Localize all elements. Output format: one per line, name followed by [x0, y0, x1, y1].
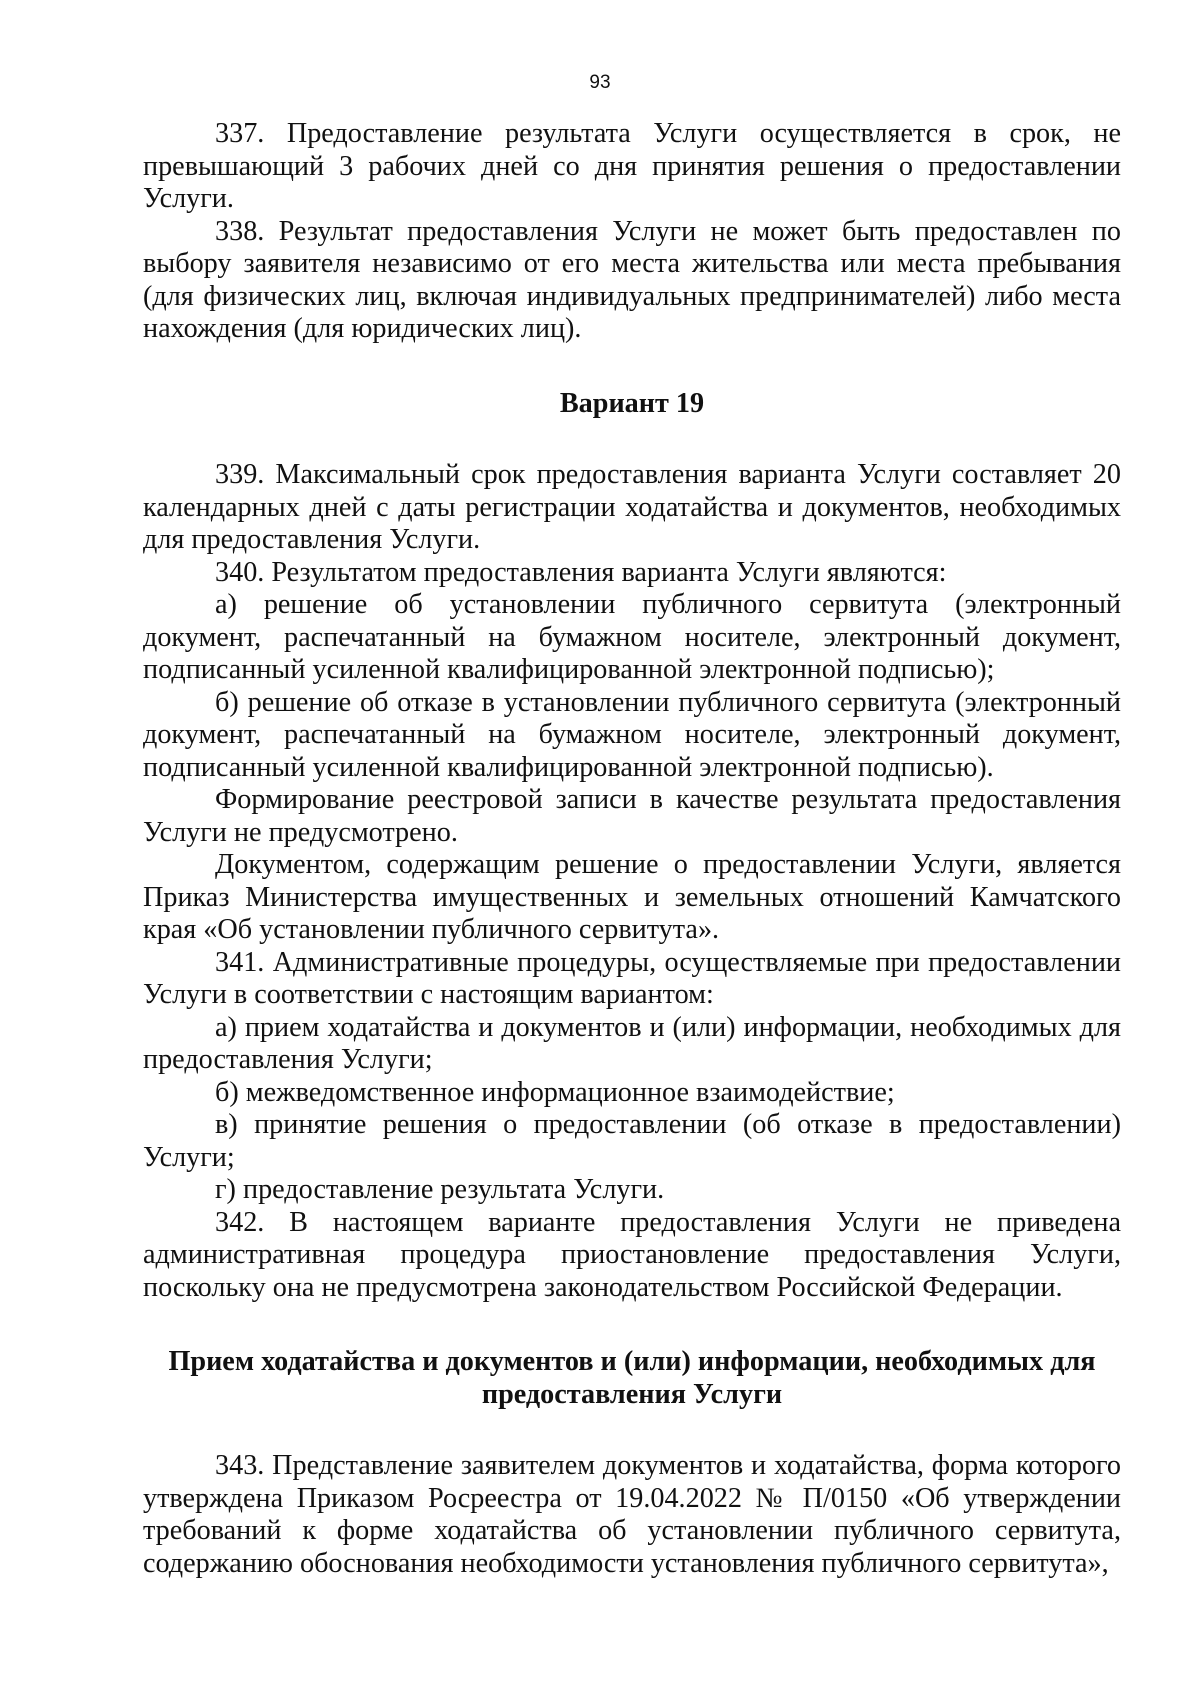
page-number: 93	[589, 72, 611, 93]
document-body	[143, 118, 1121, 1580]
paragraph-342: 342. В настоящем варианте предоставления Услуги не приведена административная процедура приостановление предоставления Услуги, поскольку она не предусмотрена законодательством Российской Федерации.	[143, 1206, 1121, 1303]
paragraph-340-a: а) решение об установлении публичного сервитута (электронный документ, распечатанный на бумажном носителе, электронный документ, подписанный усиленной квалифицированной электронной подписью);	[143, 589, 1121, 685]
heading-application-intake: Прием ходатайства и документов и (или) информации, необходимых для предоставления Услуги	[168, 1346, 1096, 1410]
paragraph-341-g: г) предоставление результата Услуги.	[215, 1174, 665, 1205]
heading-variant-19: Вариант 19	[559, 387, 705, 419]
paragraph-341-v: в) принятие решения о предоставлении (об отказе в предоставлении) Услуги;	[143, 1109, 1121, 1173]
paragraph-341-b: б) межведомственное информационное взаимодействие;	[215, 1076, 895, 1108]
paragraph-340-b: б) решение об отказе в установлении публичного сервитута (электронный документ, распечатанный на бумажном носителе, электронный документ, подписанный усиленной квалифицированной электронной подписью).	[143, 686, 1121, 783]
paragraph-340: 340. Результатом предоставления варианта Услуги являются:	[215, 556, 947, 588]
paragraph-decision-document: Документом, содержащим решение о предоставлении Услуги, является Приказ Министерства имущественных и земельных отношений Камчатского края «Об установлении публичного сервитута».	[143, 849, 1121, 945]
paragraph-341: 341. Административные процедуры, осуществляемые при предоставлении Услуги в соответствии с настоящим вариантом:	[143, 946, 1121, 1010]
paragraph-registry-record: Формирование реестровой записи в качестве результата предоставления Услуги не предусмотрено.	[143, 784, 1121, 848]
paragraph-338: 338. Результат предоставления Услуги не может быть предоставлен по выбору заявителя независимо от его места жительства или места пребывания (для физических лиц, включая индивидуальных предпринимателей) либо места нахождения (для юридических лиц).	[143, 215, 1121, 344]
paragraph-343: 343. Представление заявителем документов и ходатайства, форма которого утверждена Приказом Росреестра от 19.04.2022 № П/0150 «Об утверждении требований к форме ходатайства об установлении публичного сервитута, содержанию обоснования необходимости установления публичного сервитута»,	[143, 1450, 1121, 1579]
paragraph-341-a: а) прием ходатайства и документов и (или) информации, необходимых для предоставления Услуги;	[143, 1011, 1121, 1075]
paragraph-337: 337. Предоставление результата Услуги осуществляется в срок, не превышающий 3 рабочих дней со дня принятия решения о предоставлении Услуги.	[143, 118, 1121, 214]
paragraph-339: 339. Максимальный срок предоставления варианта Услуги составляет 20 календарных дней с даты регистрации ходатайства и документов, необходимых для предоставления Услуги.	[143, 459, 1121, 555]
